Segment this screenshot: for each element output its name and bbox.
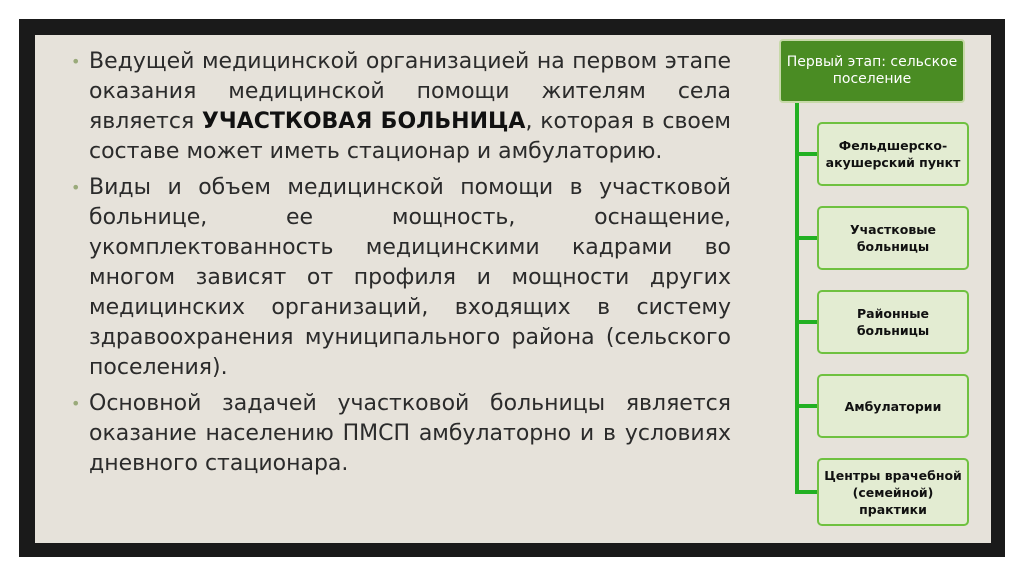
hierarchy-diagram bbox=[773, 35, 983, 543]
slide bbox=[35, 35, 991, 543]
diagram-branch-connector bbox=[795, 490, 817, 494]
diagram-child-node: Районные больницы bbox=[817, 290, 969, 354]
bullet-dot-icon: • bbox=[71, 394, 81, 413]
bullet-text: Ведущей медицинской организацией на первом этапе оказания медицинской помощи жителям села является bbox=[89, 49, 731, 134]
bullet-text: Виды и объем медицинской помощи в участковой больнице, ее мощность, оснащение, укомплектованность медицинскими кадрами во многом зависят от профиля и мощности других медицинских организаций, входящих в систему здравоохранения муниципального района (сельского поселения). bbox=[89, 175, 731, 380]
diagram-branch-connector bbox=[795, 320, 817, 324]
bullet-text-tail: , которая в своем составе может иметь стационар и амбулаторию. bbox=[89, 109, 731, 164]
bullet-text: Основной задачей участковой больницы является оказание населению ПМСП амбулаторно и в условиях дневного стационара. bbox=[89, 391, 731, 476]
bullet-item bbox=[71, 389, 731, 479]
diagram-root-node: Первый этап: сельское поселение bbox=[779, 39, 965, 103]
diagram-child-node: Центры врачебной (семейной) практики bbox=[817, 458, 969, 526]
diagram-branch-connector bbox=[795, 404, 817, 408]
diagram-child-node: Амбулатории bbox=[817, 374, 969, 438]
bullet-item bbox=[71, 47, 731, 167]
bullet-list bbox=[71, 47, 731, 485]
bullet-item bbox=[71, 173, 731, 383]
diagram-branch-connector bbox=[795, 152, 817, 156]
bullet-dot-icon: • bbox=[71, 52, 81, 71]
diagram-vertical-connector bbox=[795, 103, 799, 493]
bullet-dot-icon: • bbox=[71, 178, 81, 197]
bullet-bold-text: УЧАСТКОВАЯ БОЛЬНИЦА bbox=[201, 109, 526, 134]
diagram-child-node: Участковые больницы bbox=[817, 206, 969, 270]
diagram-branch-connector bbox=[795, 236, 817, 240]
diagram-child-node: Фельдшерско-акушерский пункт bbox=[817, 122, 969, 186]
